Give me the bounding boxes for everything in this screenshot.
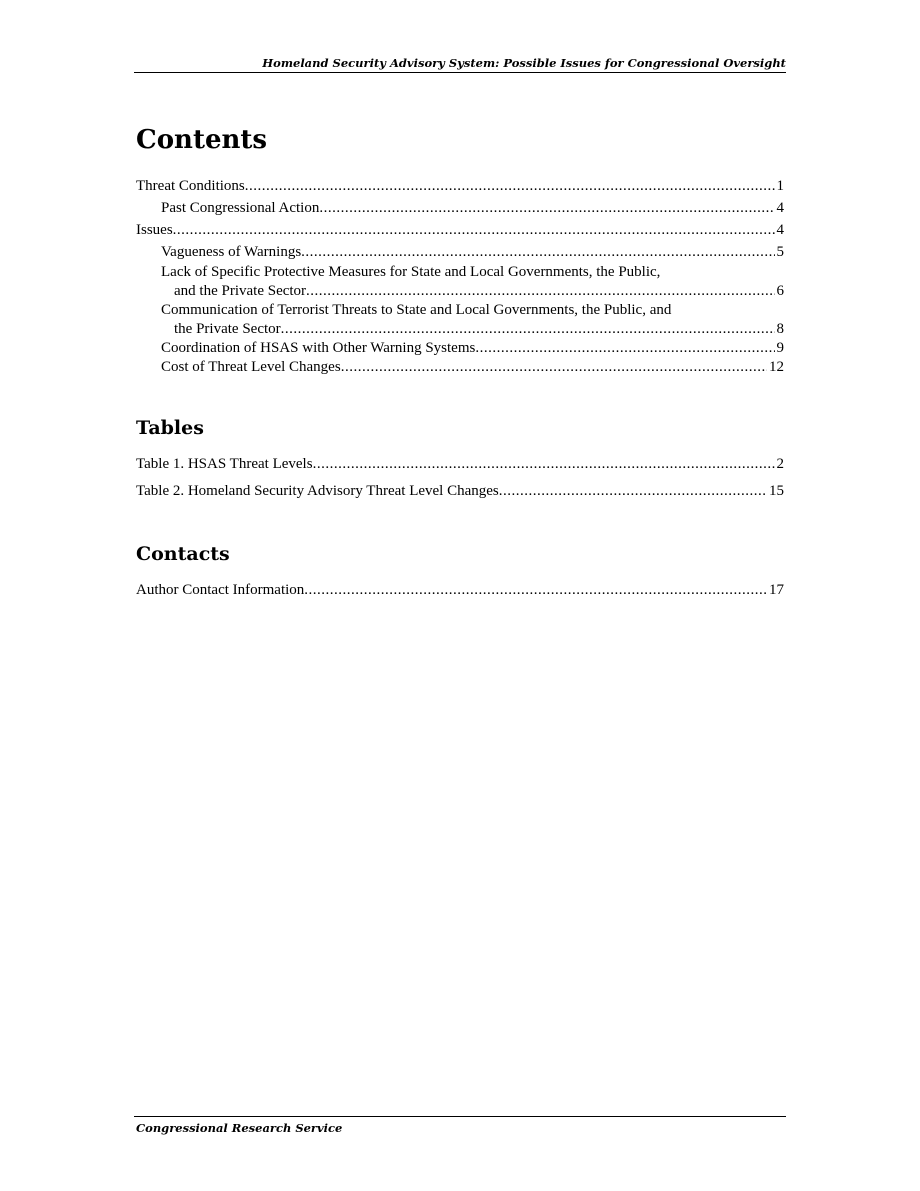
toc-page-number: 17 (769, 582, 784, 598)
toc-entry-communication-of-threats-line1[interactable]: Communication of Terrorist Threats to State and Local Governments, the Public, and (161, 302, 672, 318)
toc-entry-label: Coordination of HSAS with Other Warning Systems (161, 340, 476, 356)
toc-page-number: 2 (776, 456, 784, 472)
toc-entry-label: Threat Conditions (136, 178, 245, 194)
toc-entry-threat-conditions[interactable] (136, 177, 784, 196)
toc-entry-cost-of-threat-level-changes[interactable] (161, 358, 784, 377)
toc-entry-communication-of-threats[interactable] (174, 320, 784, 339)
toc-entry-label: Table 2. Homeland Security Advisory Threat Level Changes (136, 483, 499, 499)
toc-entry-label: Vagueness of Warnings (161, 244, 302, 260)
toc-entry-vagueness-of-warnings[interactable] (161, 243, 784, 262)
page-footer: Congressional Research Service (136, 1121, 343, 1135)
dot-leader (281, 320, 775, 339)
dot-leader (306, 282, 774, 301)
dot-leader (475, 339, 774, 358)
toc-entry-label: Cost of Threat Level Changes (161, 359, 341, 375)
dot-leader (304, 581, 767, 600)
dot-leader (499, 482, 767, 501)
header-rule (134, 72, 786, 73)
toc-entry-label: and the Private Sector (174, 283, 307, 299)
toc-entry-label: Author Contact Information (136, 582, 305, 598)
toc-page-number: 6 (776, 283, 784, 299)
toc-entry-lack-of-protective-measures-line1[interactable]: Lack of Specific Protective Measures for State and Local Governments, the Public, (161, 264, 661, 280)
dot-leader (319, 199, 774, 218)
toc-entry-past-congressional-action[interactable] (161, 199, 784, 218)
toc-entry-coordination-of-hsas[interactable] (161, 339, 784, 358)
running-header: Homeland Security Advisory System: Possible Issues for Congressional Oversight (262, 56, 786, 70)
toc-entry-label: Table 1. HSAS Threat Levels (136, 456, 313, 472)
dot-leader (313, 455, 775, 474)
toc-entry-table-1[interactable] (136, 455, 784, 474)
dot-leader (301, 243, 774, 262)
toc-entry-label: Issues (136, 222, 173, 238)
toc-entry-label: the Private Sector (174, 321, 281, 337)
toc-page-number: 4 (776, 222, 784, 238)
dot-leader (341, 358, 767, 377)
contents-heading: Contents (136, 125, 268, 155)
toc-page-number: 8 (776, 321, 784, 337)
toc-entry-issues[interactable] (136, 221, 784, 240)
dot-leader (245, 177, 775, 196)
tables-heading: Tables (136, 417, 204, 439)
toc-page-number: 1 (776, 178, 784, 194)
toc-entry-lack-of-protective-measures[interactable] (174, 282, 784, 301)
dot-leader (173, 221, 775, 240)
toc-entry-author-contact-information[interactable] (136, 581, 784, 600)
toc-page-number: 5 (776, 244, 784, 260)
toc-page-number: 15 (769, 483, 784, 499)
toc-page-number: 12 (769, 359, 784, 375)
footer-rule (134, 1116, 786, 1117)
toc-entry-label: Past Congressional Action (161, 200, 320, 216)
contacts-heading: Contacts (136, 543, 230, 565)
toc-entry-table-2[interactable] (136, 482, 784, 501)
toc-page-number: 9 (776, 340, 784, 356)
toc-page-number: 4 (776, 200, 784, 216)
